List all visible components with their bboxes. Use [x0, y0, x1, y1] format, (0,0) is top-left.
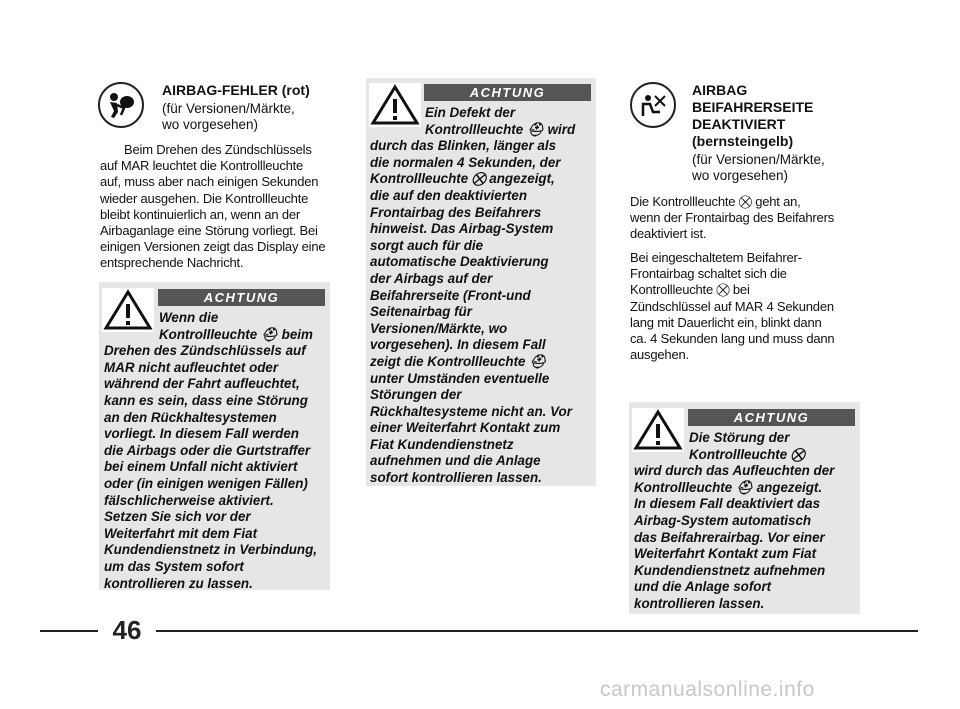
warning-line: kann es sein, dass eine Störung [104, 392, 308, 408]
para-line: Airbaganlage eine Störung vorliegt. Bei [100, 223, 318, 239]
para-line: Kontrollleuchte ⛒ bei [630, 282, 750, 298]
airbag-fault-heading: AIRBAG-FEHLER (rot) [162, 82, 310, 98]
warning-line: Rückhaltesysteme nicht an. Vor [370, 403, 572, 419]
passenger-airbag-heading [692, 82, 813, 150]
airbag-fault-icon [98, 82, 144, 128]
warning-line: während der Fahrt aufleuchtet, [104, 376, 300, 392]
heading-line: DEAKTIVIERT [692, 116, 786, 132]
airbag-fault-subheading [162, 101, 295, 133]
para-line: wieder ausgehen. Die Kontrollleuchte [100, 190, 309, 206]
passenger-airbag-paragraph-1 [630, 194, 834, 243]
para-line: Frontairbag schaltet sich die [630, 266, 787, 282]
warning-line: Kontrollleuchte ⛑ angezeigt. [634, 479, 823, 495]
heading-line: BEIFAHRERSEITE [692, 99, 814, 115]
sub-line: wo vorgesehen) [162, 117, 259, 132]
warning-line: zeigt die Kontrollleuchte ⛑ [370, 353, 547, 369]
warning-line: Frontairbag des Beifahrers [370, 204, 542, 220]
warning-line: wird durch das Aufleuchten der [634, 463, 835, 479]
warning-line: das Beifahrerairbag. Vor einer [634, 529, 825, 545]
warning-line: sorgt auch für die [370, 237, 484, 253]
para-line: entsprechende Nachricht. [100, 255, 244, 271]
warning-text-1 [104, 310, 317, 592]
warning-line: Kontrollleuchte ⛒ [689, 446, 805, 462]
warning-line: kontrollieren lassen. [634, 595, 765, 611]
warning-line: Beifahrerseite (Front-und [370, 287, 531, 303]
warning-line: unter Umständen eventuelle [370, 370, 550, 386]
para-line: Bei eingeschaltetem Beifahrer- [630, 250, 802, 265]
warning-line: Störungen der [370, 387, 462, 403]
warning-line: aufnehmen und die Anlage [370, 453, 541, 469]
warning-title: ACHTUNG [158, 289, 325, 306]
warning-line: an den Rückhaltesystemen [104, 409, 277, 425]
warning-line: kontrollieren zu lassen. [104, 575, 253, 591]
warning-line: Setzen Sie sich vor der [104, 509, 251, 525]
footer-rule-right [156, 630, 918, 632]
warning-line: Kundendienstnetz in Verbindung, [104, 542, 318, 558]
passenger-airbag-subheading [692, 152, 825, 184]
warning-line: durch das Blinken, länger als [370, 138, 557, 154]
warning-line: die normalen 4 Sekunden, der [370, 154, 561, 170]
warning-title: ACHTUNG [424, 84, 591, 101]
warning-line: um das System sofort [104, 558, 244, 574]
warning-line: Kontrollleuchte ⛑ beim [159, 326, 313, 342]
para-line: Zündschlüssel auf MAR 4 Sekunden [630, 298, 834, 314]
warning-line: sofort kontrollieren lassen. [370, 470, 542, 486]
warning-line: Kontrollleuchte ⛒ angezeigt, [370, 171, 555, 187]
warning-line: Drehen des Zündschlüssels auf [104, 343, 306, 359]
watermark: carmanualsonline.info [600, 678, 815, 701]
warning-line: fälschlicherweise aktiviert. [104, 492, 274, 508]
para-line: Beim Drehen des Zündschlüssels [124, 142, 312, 157]
warning-line: die auf den deaktivierten [370, 187, 528, 203]
warning-title: ACHTUNG [688, 409, 855, 426]
para-line: deaktiviert ist. [630, 226, 707, 242]
warning-line: In diesem Fall deaktiviert das [634, 496, 821, 512]
footer-rule-left [40, 630, 98, 632]
warning-line: hinweist. Das Airbag-System [370, 221, 554, 237]
warning-line: bei einem Unfall nicht aktiviert [104, 459, 298, 475]
warning-line: Wenn die [159, 310, 219, 325]
warning-line: und die Anlage sofort [634, 579, 772, 595]
sub-line: wo vorgesehen) [692, 168, 789, 183]
warning-line: Weiterfahrt Kontakt zum Fiat [634, 546, 817, 562]
warning-text-2 [370, 105, 575, 487]
warning-line: Kundendienstnetz aufnehmen [634, 562, 826, 578]
para-line: wenn der Frontairbag des Beifahrers [630, 210, 835, 226]
warning-line: Weiterfahrt mit dem Fiat [104, 525, 258, 541]
warning-line: Die Störung der [689, 430, 790, 445]
para-line: ausgehen. [630, 347, 689, 363]
page-number: 46 [112, 615, 142, 645]
warning-line: einer Weiterfahrt Kontakt zum [370, 420, 561, 436]
heading-line: (bernsteingelb) [692, 133, 794, 149]
warning-line: vorgesehen). In diesem Fall [370, 337, 546, 353]
heading-line: AIRBAG [692, 82, 748, 98]
warning-line: Kontrollleuchte ⛑ wird [425, 121, 576, 137]
para-line: auf, muss aber nach einigen Sekunden [100, 174, 319, 190]
para-line: bleibt kontinuierlich an, wenn an der [100, 206, 301, 222]
warning-line: Ein Defekt der [425, 105, 516, 120]
warning-line: MAR nicht aufleuchtet oder [104, 359, 279, 375]
warning-line: Seitenairbag für [370, 304, 472, 320]
warning-line: Airbag-System automatisch [634, 512, 812, 528]
para-line: lang mit Dauerlicht ein, blinkt dann [630, 314, 822, 330]
sub-line: (für Versionen/Märkte, [692, 152, 825, 167]
para-line: auf MAR leuchtet die Kontrollleuchte [100, 158, 304, 174]
passenger-airbag-paragraph-2 [630, 250, 834, 363]
para-line: einigen Versionen zeigt das Display eine [100, 239, 326, 255]
warning-line: Fiat Kundendienstnetz [370, 436, 514, 452]
warning-line: die Airbags oder die Gurtstraffer [104, 442, 311, 458]
warning-line: vorliegt. In diesem Fall werden [104, 426, 299, 442]
warning-line: automatische Deaktivierung [370, 254, 549, 270]
para-line: Die Kontrollleuchte ⛒ geht an, [630, 194, 801, 209]
airbag-fault-paragraph [100, 142, 325, 272]
warning-text-3 [634, 430, 834, 613]
sub-line: (für Versionen/Märkte, [162, 101, 295, 116]
passenger-airbag-off-icon [630, 82, 676, 128]
para-line: ca. 4 Sekunden lang und muss dann [630, 331, 835, 347]
warning-line: oder (in einigen wenigen Fällen) [104, 475, 308, 491]
warning-line: Versionen/Märkte, wo [370, 320, 508, 336]
warning-line: der Airbags auf der [370, 270, 493, 286]
